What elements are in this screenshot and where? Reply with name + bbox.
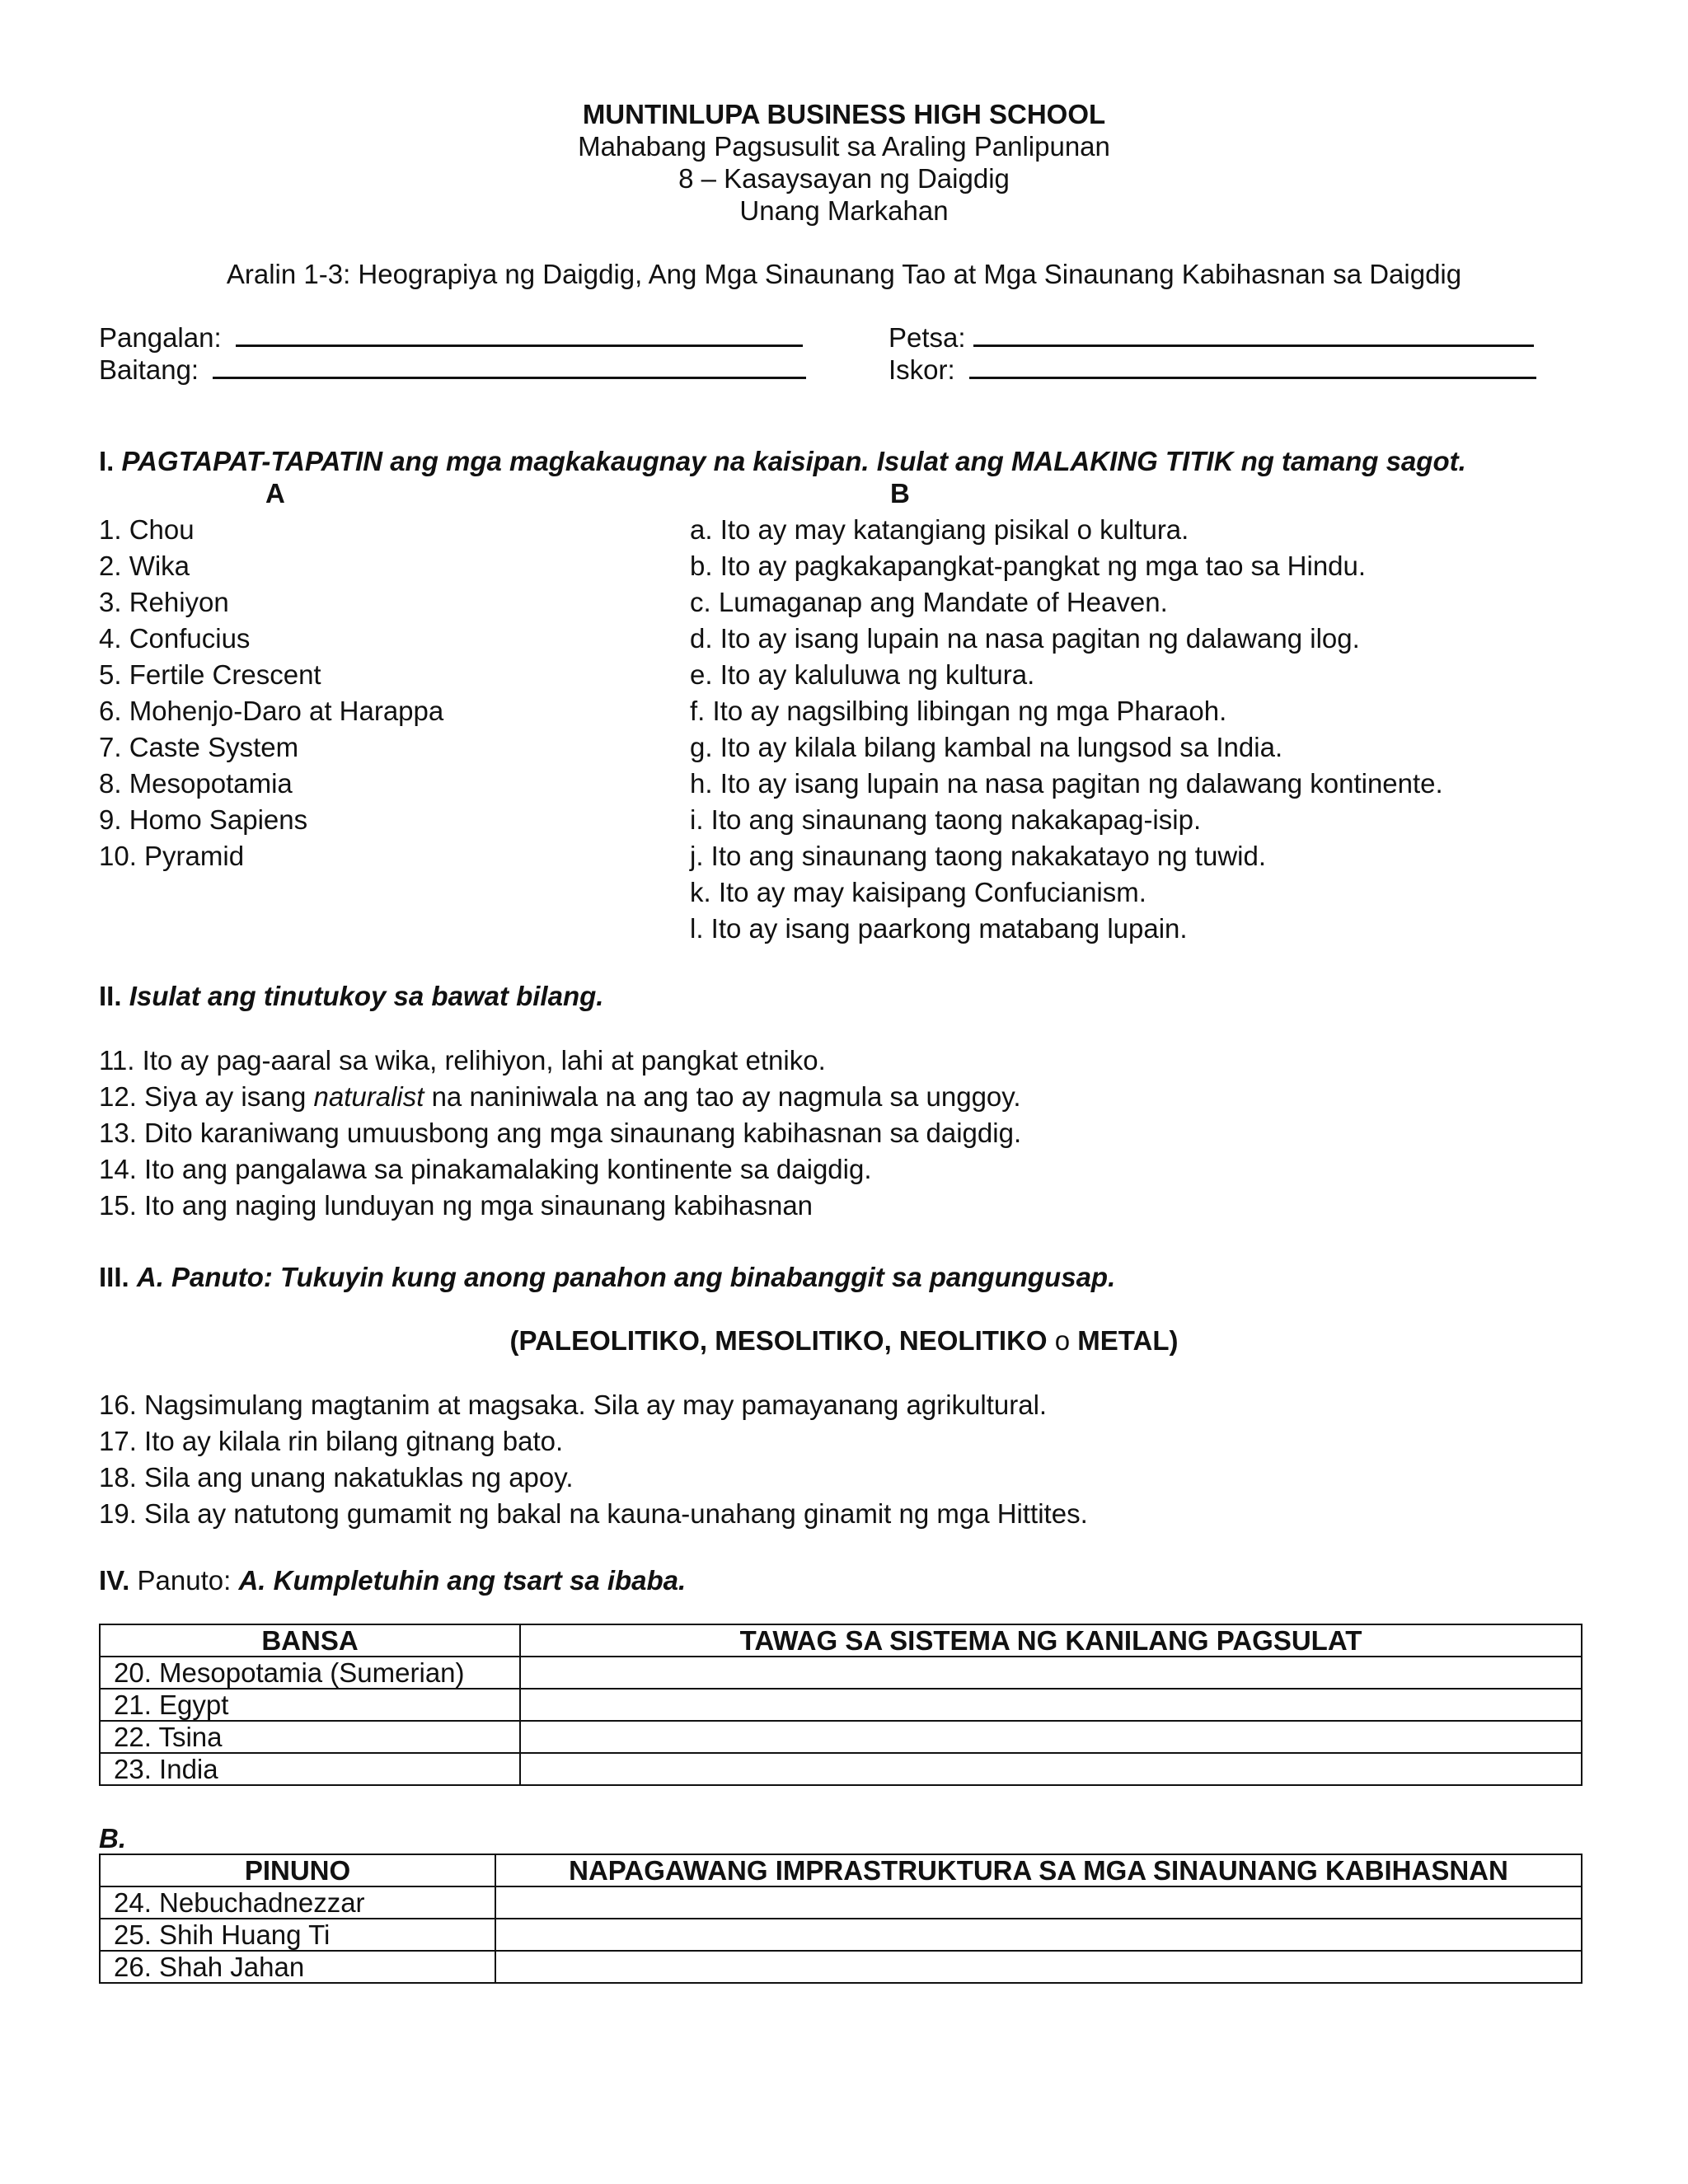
section4-number: IV.	[99, 1565, 130, 1596]
section1-heading	[99, 443, 1466, 480]
answer-cell[interactable]	[495, 1919, 1582, 1951]
matching-item-a: 10. Pyramid	[99, 841, 245, 871]
matching-item-b: c. Lumaganap ang Mandate of Heaven.	[690, 587, 1168, 617]
matching-item-b: k. Ito ay may kaisipang Confucianism.	[690, 877, 1146, 907]
score-field[interactable]	[889, 352, 1536, 388]
choices-or: o	[1047, 1325, 1078, 1356]
table-row	[100, 1951, 1582, 1983]
school-name: MUNTINLUPA BUSINESS HIGH SCHOOL	[582, 99, 1106, 129]
table-row	[100, 1919, 1582, 1951]
matching-item-b: h. Ito ay isang lupain na nasa pagitan ng dalawang kontinente.	[690, 768, 1443, 799]
section4-instruction: A. Kumpletuhin ang tsart sa ibaba.	[238, 1565, 687, 1596]
grade-blank[interactable]	[213, 352, 806, 379]
section2-instruction: Isulat ang tinutukoy sa bawat bilang.	[129, 981, 604, 1011]
table-row	[100, 1689, 1582, 1721]
section3-instruction: A. Panuto: Tukuyin kung anong panahon ang binabanggit sa pangungusap.	[136, 1262, 1116, 1292]
section1-number: I.	[99, 446, 115, 476]
matching-item-a: 3. Rehiyon	[99, 587, 229, 617]
quarter: Unang Markahan	[739, 195, 949, 226]
list-item: 15. Ito ang naging lunduyan ng mga sinaunang kabihasnan	[99, 1190, 814, 1221]
table-cell: 21. Egypt	[100, 1689, 520, 1721]
list-item: 14. Ito ang pangalawa sa pinakamalaking kontinente sa daigdig.	[99, 1154, 872, 1184]
table-header-row	[100, 1854, 1582, 1886]
list-item: 19. Sila ay natutong gumamit ng bakal na kauna-unahang ginamit ng mga Hittites.	[99, 1498, 1088, 1529]
score-blank[interactable]	[969, 352, 1536, 379]
list-item: 16. Nagsimulang magtanim at magsaka. Sila ay may pamayanang agrikultural.	[99, 1390, 1048, 1420]
answer-cell[interactable]	[520, 1689, 1582, 1721]
matching-item-a: 9. Homo Sapiens	[99, 804, 308, 835]
matching-item-b: j. Ito ang sinaunang taong nakakatayo ng tuwid.	[690, 841, 1267, 871]
section1-instruction: PAGTAPAT-TAPATIN ang mga magkakaugnay na kaisipan. Isulat ang MALAKING TITIK ng tamang sagot.	[121, 446, 1466, 476]
matching-item-b: f. Ito ay nagsilbing libingan ng mga Pharaoh.	[690, 696, 1227, 726]
matching-item-a: 5. Fertile Crescent	[99, 659, 321, 690]
column-header: BANSA	[100, 1624, 520, 1657]
matching-item-b: d. Ito ay isang lupain na nasa pagitan ng dalawang ilog.	[690, 623, 1360, 654]
answer-cell[interactable]	[520, 1721, 1582, 1753]
date-field[interactable]	[889, 320, 1534, 356]
table-cell: 23. India	[100, 1753, 520, 1785]
date-blank[interactable]	[973, 320, 1534, 347]
answer-cell[interactable]	[495, 1886, 1582, 1919]
table-cell: 25. Shih Huang Ti	[100, 1919, 495, 1951]
table-row	[100, 1721, 1582, 1753]
name-label: Pangalan:	[99, 322, 222, 353]
section2-number: II.	[99, 981, 122, 1011]
answer-cell[interactable]	[520, 1753, 1582, 1785]
column-header: TAWAG SA SISTEMA NG KANILANG PAGSULAT	[520, 1624, 1582, 1657]
grade-label: Baitang:	[99, 354, 199, 385]
column-header: NAPAGAWANG IMPRASTRUKTURA SA MGA SINAUNANG KABIHASNAN	[495, 1854, 1582, 1886]
matching-item-a: 4. Confucius	[99, 623, 251, 654]
lessons-title: Aralin 1-3: Heograpiya ng Daigdig, Ang Mga Sinaunang Tao at Mga Sinaunang Kabihasnan sa Daigdig	[226, 259, 1462, 289]
table-cell: 20. Mesopotamia (Sumerian)	[100, 1657, 520, 1689]
answer-cell[interactable]	[495, 1951, 1582, 1983]
name-blank[interactable]	[236, 320, 803, 347]
writing-system-table	[99, 1624, 1582, 1786]
section3-heading	[99, 1259, 1115, 1296]
exam-title: Mahabang Pagsusulit sa Araling Panlipunan	[578, 131, 1110, 162]
grade-field[interactable]	[99, 352, 806, 388]
period-choices	[0, 1323, 1688, 1359]
list-item: 17. Ito ay kilala rin bilang gitnang bato.	[99, 1426, 564, 1456]
table-cell: 22. Tsina	[100, 1721, 520, 1753]
grade-subject: 8 – Kasaysayan ng Daigdig	[678, 163, 1010, 194]
name-field[interactable]	[99, 320, 803, 356]
matching-item-b: g. Ito ay kilala bilang kambal na lungsod sa India.	[690, 732, 1283, 762]
matching-item-b: i. Ito ang sinaunang taong nakakapag-isip.	[690, 804, 1202, 835]
score-label: Iskor:	[889, 354, 955, 385]
infrastructure-table	[99, 1854, 1582, 1984]
matching-item-b: b. Ito ay pagkakapangkat-pangkat ng mga tao sa Hindu.	[690, 551, 1367, 581]
table-cell: 26. Shah Jahan	[100, 1951, 495, 1983]
column-b-header: B	[890, 478, 910, 509]
item12-rest: na naniniwala na ang tao ay nagmula sa unggoy.	[424, 1081, 1021, 1112]
matching-item-b: e. Ito ay kaluluwa ng kultura.	[690, 659, 1035, 690]
column-header: PINUNO	[100, 1854, 495, 1886]
list-item: 11. Ito ay pag-aaral sa wika, relihiyon, lahi at pangkat etniko.	[99, 1045, 826, 1076]
list-item	[99, 1079, 1021, 1115]
matching-item-a: 6. Mohenjo-Daro at Harappa	[99, 696, 444, 726]
matching-item-b: l. Ito ay isang paarkong matabang lupain.	[690, 913, 1188, 944]
matching-item-b: a. Ito ay may katangiang pisikal o kultura.	[690, 514, 1189, 545]
table-cell: 24. Nebuchadnezzar	[100, 1886, 495, 1919]
column-a-header: A	[265, 478, 285, 509]
matching-item-a: 1. Chou	[99, 514, 195, 545]
matching-item-a: 2. Wika	[99, 551, 190, 581]
table-header-row	[100, 1624, 1582, 1657]
section2-heading	[99, 978, 603, 1015]
section4-panuto: Panuto:	[129, 1565, 239, 1596]
matching-item-a: 7. Caste System	[99, 732, 299, 762]
item12-italic: naturalist	[313, 1081, 424, 1112]
answer-cell[interactable]	[520, 1657, 1582, 1689]
table-row	[100, 1657, 1582, 1689]
list-item: 18. Sila ang unang nakatuklas ng apoy.	[99, 1462, 574, 1493]
table-row	[100, 1753, 1582, 1785]
date-label: Petsa:	[889, 322, 966, 353]
matching-item-a: 8. Mesopotamia	[99, 768, 293, 799]
list-item: 13. Dito karaniwang umuusbong ang mga sinaunang kabihasnan sa daigdig.	[99, 1118, 1022, 1148]
choices-close: METAL)	[1077, 1325, 1179, 1356]
choices-open: (PALEOLITIKO, MESOLITIKO, NEOLITIKO	[509, 1325, 1048, 1356]
table-row	[100, 1886, 1582, 1919]
section3-number: III.	[99, 1262, 129, 1292]
section4-heading	[99, 1563, 686, 1599]
part-b-label: B.	[99, 1823, 126, 1854]
item12-start: 12. Siya ay isang	[99, 1081, 314, 1112]
